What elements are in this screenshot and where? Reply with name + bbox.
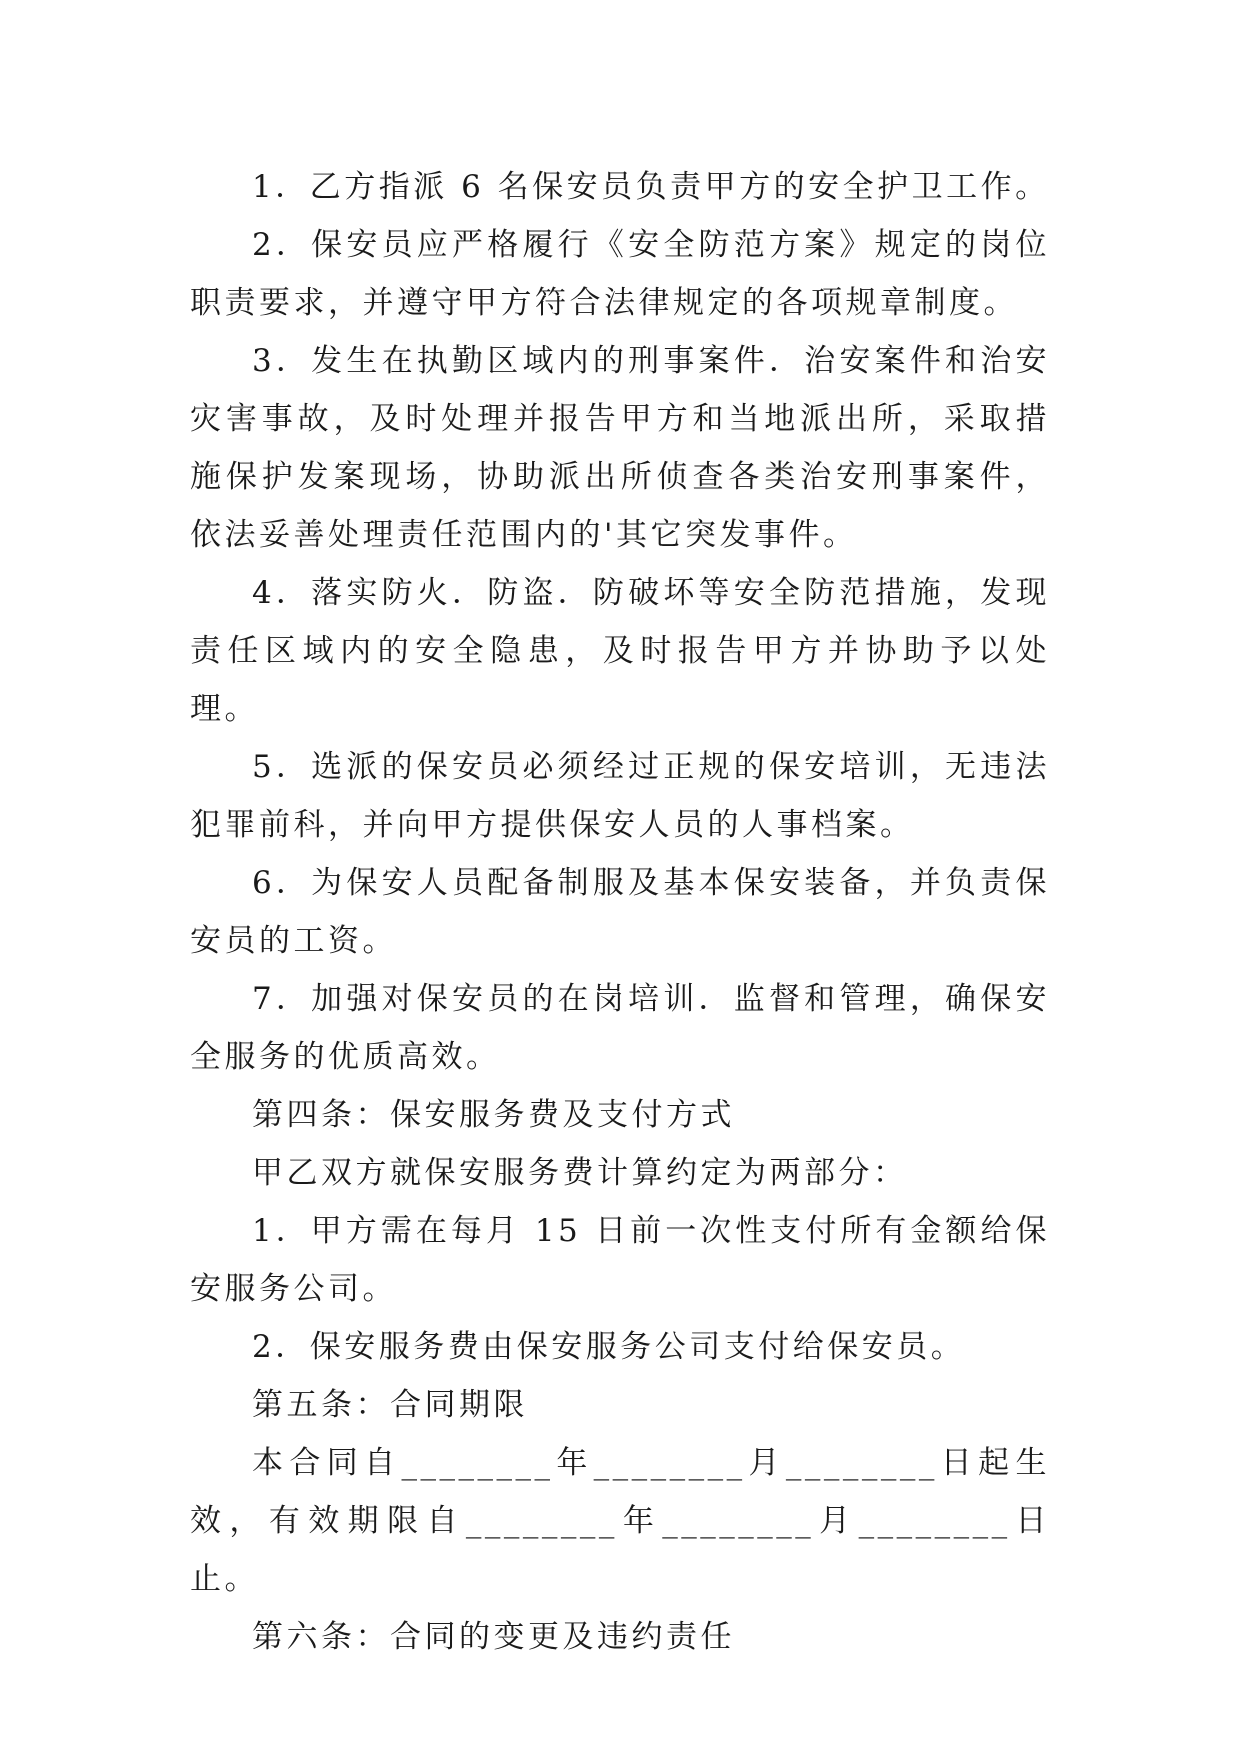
paragraph-duty-2: 2．保安员应严格履行《安全防范方案》规定的岗位职责要求，并遵守甲方符合法律规定的各项规章制度。	[190, 227, 1050, 321]
paragraph-duty-4: 4．落实防火．防盗．防破坏等安全防范措施，发现责任区域内的安全隐患，及时报告甲方并协助予以处理。	[190, 575, 1050, 727]
document-body	[190, 158, 1050, 1666]
paragraph-duty-5: 5．选派的保安员必须经过正规的保安培训，无违法犯罪前科，并向甲方提供保安人员的人事档案。	[190, 749, 1050, 843]
paragraph-duty-3: 3．发生在执勤区域内的刑事案件．治安案件和治安灾害事故，及时处理并报告甲方和当地派出所，采取措施保护发案现场，协助派出所侦查各类治安刑事案件，依法妥善处理责任范围内的'其它突发事件。	[190, 343, 1050, 553]
paragraph-contract-term: 本合同自________年________月________日起生效，有效期限自________年________月________日止。	[190, 1445, 1050, 1597]
section-heading-article-4: 第四条：保安服务费及支付方式	[252, 1097, 735, 1133]
paragraph-duty-1: 1．乙方指派 6 名保安员负责甲方的安全护卫工作。	[252, 169, 1050, 205]
paragraph-duty-6: 6．为保安人员配备制服及基本保安装备，并负责保安员的工资。	[190, 865, 1050, 959]
paragraph-fee-1: 1．甲方需在每月 15 日前一次性支付所有金额给保安服务公司。	[190, 1213, 1050, 1307]
paragraph-fee-2: 2．保安服务费由保安服务公司支付给保安员。	[252, 1329, 966, 1365]
section-heading-article-5: 第五条：合同期限	[252, 1387, 528, 1423]
paragraph-duty-7: 7．加强对保安员的在岗培训．监督和管理，确保安全服务的优质高效。	[190, 981, 1050, 1075]
section-heading-article-6: 第六条：合同的变更及违约责任	[252, 1619, 735, 1655]
paragraph-fee-intro: 甲乙双方就保安服务费计算约定为两部分：	[252, 1155, 908, 1191]
